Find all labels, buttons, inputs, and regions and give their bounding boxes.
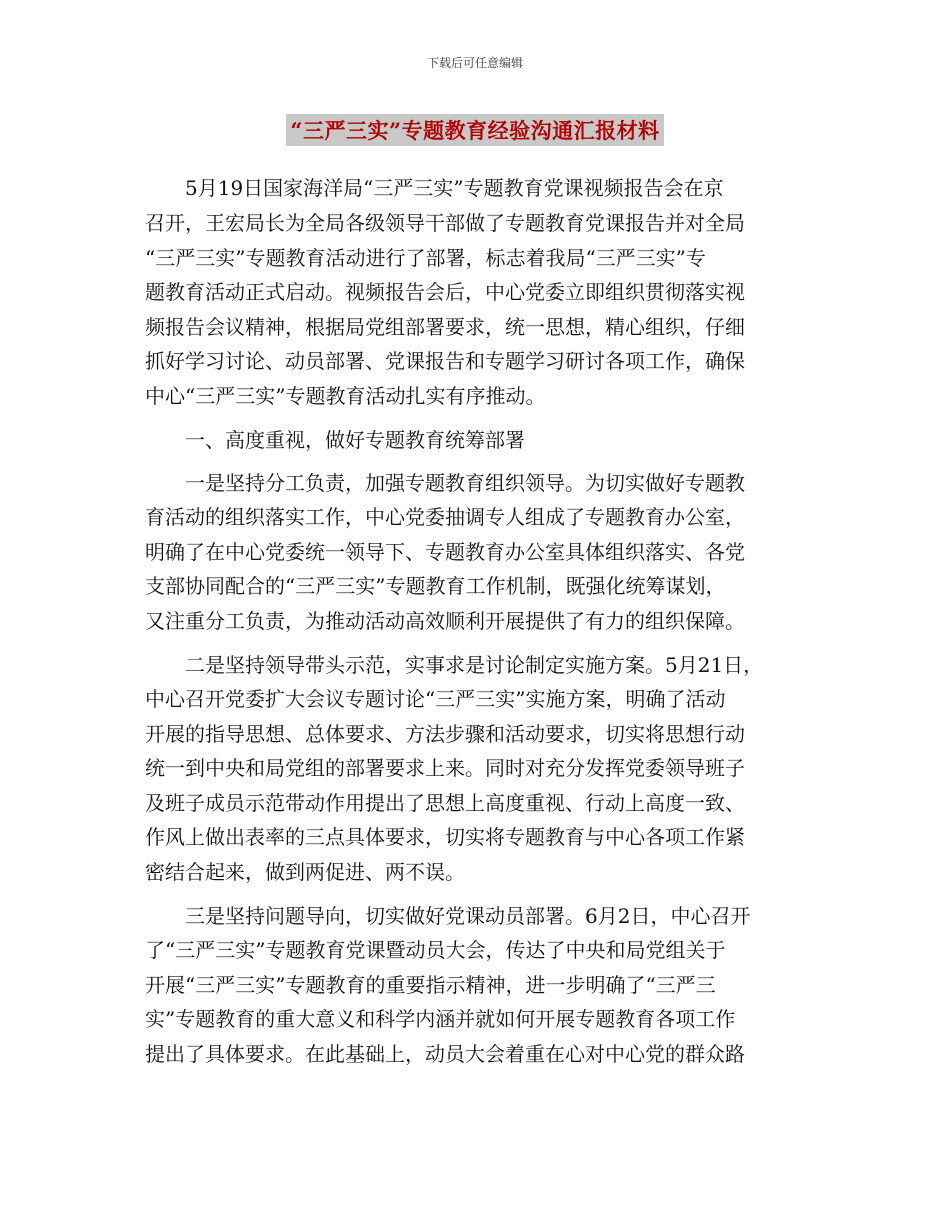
body-line: 一、高度重视，做好专题教育统筹部署 bbox=[185, 428, 525, 452]
body-line: 了“三严三实”专题教育党课暨动员大会，传达了中央和局党组关于 bbox=[145, 938, 726, 962]
body-line: 统一到中央和局党组的部署要求上来。同时对充分发挥党委领导班子 bbox=[145, 756, 745, 780]
body-line: 开展“三严三实”专题教育的重要指示精神，进一步明确了“三严三 bbox=[145, 973, 716, 997]
body-line: 二是坚持领导带头示范，实事求是讨论制定实施方案。5月21日， bbox=[185, 653, 764, 677]
body-line: 召开，王宏局长为全局各级领导干部做了专题教育党课报告并对全局 bbox=[145, 211, 745, 235]
body-line: 支部协同配合的“三严三实”专题教育工作机制，既强化统筹谋划， bbox=[145, 574, 726, 598]
body-line: 明确了在中心党委统一领导下、专题教育办公室具体组织落实、各党 bbox=[145, 540, 745, 564]
body-line: 频报告会议精神，根据局党组部署要求，统一思想，精心组织，仔细 bbox=[145, 315, 745, 339]
body-line: 一是坚持分工负责，加强专题教育组织领导。为切实做好专题教 bbox=[185, 471, 745, 495]
body-line: 密结合起来，做到两促进、两不误。 bbox=[145, 860, 465, 884]
body-line: 抓好学习讨论、动员部署、党课报告和专题学习研讨各项工作，确保 bbox=[145, 349, 745, 373]
body-line: “三严三实”专题教育活动进行了部署，标志着我局“三严三实”专 bbox=[145, 246, 706, 270]
body-line: 题教育活动正式启动。视频报告会后，中心党委立即组织贯彻落实视 bbox=[145, 280, 745, 304]
body-line: 开展的指导思想、总体要求、方法步骤和活动要求，切实将思想行动 bbox=[145, 722, 745, 746]
body-line: 提出了具体要求。在此基础上，动员大会着重在心对中心党的群众路 bbox=[145, 1042, 745, 1066]
document-title: “三严三实”专题教育经验沟通汇报材料 bbox=[286, 114, 663, 146]
body-line: 及班子成员示范带动作用提出了思想上高度重视、行动上高度一致、 bbox=[145, 791, 745, 815]
body-line: 又注重分工负责，为推动活动高效顺利开展提供了有力的组织保障。 bbox=[145, 609, 745, 633]
body-line: 中心召开党委扩大会议专题讨论“三严三实”实施方案，明确了活动 bbox=[145, 687, 726, 711]
body-line: 实”专题教育的重大意义和科学内涵并就如何开展专题教育各项工作 bbox=[145, 1007, 736, 1031]
body-line: 三是坚持问题导向，切实做好党课动员部署。6月2日，中心召开 bbox=[185, 904, 751, 928]
body-line: 作风上做出表率的三点具体要求，切实将专题教育与中心各项工作紧 bbox=[145, 825, 745, 849]
body-line: 5月19日国家海洋局“三严三实”专题教育党课视频报告会在京 bbox=[185, 176, 724, 200]
header-note: 下载后可任意编辑 bbox=[426, 56, 523, 70]
body-line: 育活动的组织落实工作，中心党委抽调专人组成了专题教育办公室， bbox=[145, 505, 745, 529]
body-line: 中心“三严三实”专题教育活动扎实有序推动。 bbox=[145, 384, 546, 408]
title-wrap bbox=[0, 114, 950, 146]
